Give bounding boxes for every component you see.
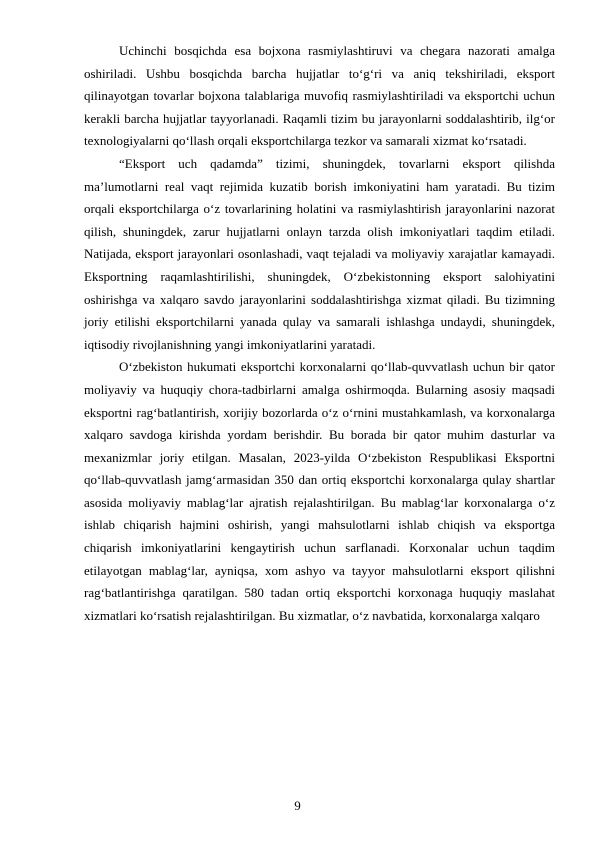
paragraph-export-three-steps: “Eksport uch qadamda” tizimi, shuningdek, tovarlarni eksport qilishda ma’lumotlarni real vaqt rejimida kuzatib borish imkoniyatini ham yaratadi. Bu tizim orqali eksportchilarga o‘z tovarlarining holatini va rasmiylashtirish jarayonlarini nazorat qilish, shuningdek, zarur hujjatlarni onlayn tarzda olish imkoniyatlari taqdim etiladi. Natijada, eksport jarayonlari osonlashadi, vaqt tejaladi va moliyaviy xarajatlar kamayadi. Eksportning raqamlashtirilishi, shuningdek, O‘zbekistonning eksport salohiyatini oshirishga va xalqaro savdo jarayonlarini soddalashtirishga xizmat qiladi. Bu tizimning joriy etilishi eksportchilarni yanada qulay va samarali ishlashga undaydi, shuningdek, iqtisodiy rivojlanishning yangi imkoniyatlarini yaratadi. [84, 155, 555, 352]
paragraph-government-support: O‘zbekiston hukumati eksportchi korxonalarni qo‘llab-quvvatlash uchun bir qator moliyaviy va huquqiy chora-tadbirlarni amalga oshirmoqda. Bularning asosiy maqsadi eksportni rag‘batlantirish, xorijiy bozorlarda o‘z o‘rnini mustahkamlash, va korxonalarga xalqaro savdoga kirishda yordam berishdir. Bu borada bir qator muhim dasturlar va mexanizmlar joriy etilgan. Masalan, 2023-yilda O‘zbekiston Respublikasi Eksportni qo‘llab-quvvatlash jamg‘armasidan 350 dan ortiq eksportchi korxonalarga qulay shartlar asosida moliyaviy mablag‘lar ajratish rejalashtirilgan. Bu mablag‘lar korxonalarga o‘z ishlab chiqarish hajmini oshirish, yangi mahsulotlarni ishlab chiqish va eksportga chiqarish imkoniyatlarini kengaytirish uchun sarflanadi. Korxonalar uchun taqdim etilayotgan mablag‘lar, ayniqsa, xom ashyo va tayyor mahsulotlarni eksport qilishni rag‘batlantirishga qaratilgan. 580 tadan ortiq eksportchi korxonaga huquqiy maslahat xizmatlari ko‘rsatish rejalashtirilgan. Bu xizmatlar, o‘z navbatida, korxonalarga xalqaro [84, 359, 555, 623]
page-number: 9 [294, 798, 301, 813]
body-text [84, 40, 555, 627]
paragraph-customs-stage: Uchinchi bosqichda esa bojxona rasmiylashtiruvi va chegara nazorati amalga oshiriladi. Ushbu bosqichda barcha hujjatlar to‘g‘ri va aniq tekshiriladi, eksport qilinayotgan tovarlar bojxona talablariga muvofiq rasmiylashtiriladi va eksportchi uchun kerakli barcha hujjatlar tayyorlanadi. Raqamli tizim bu jarayonlarni soddalashtirib, ilg‘or texnologiyalarni qo‘llash orqali eksportchilarga tezkor va samarali xizmat ko‘rsatadi. [84, 43, 555, 149]
